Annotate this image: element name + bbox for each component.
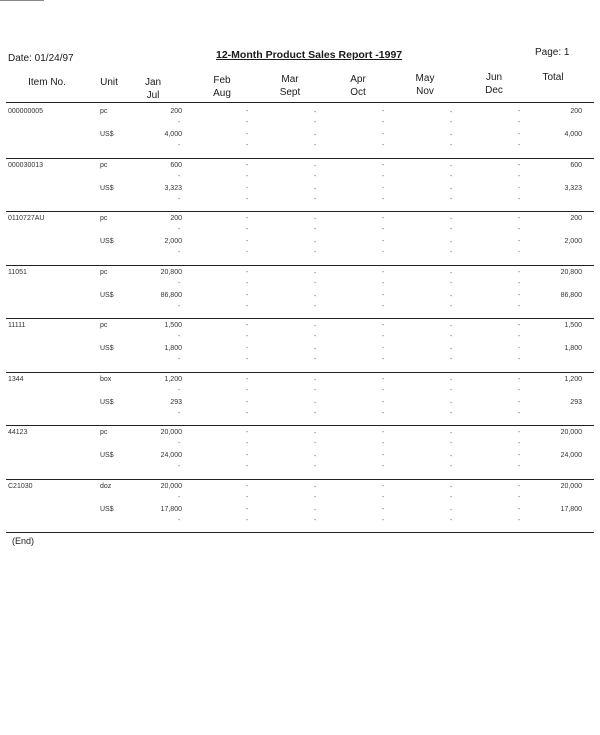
empty-month-dash: - — [178, 356, 181, 363]
empty-month-dash: - — [518, 161, 521, 169]
empty-month-dash: - — [450, 292, 453, 300]
empty-month-dash: - — [246, 131, 249, 138]
header-mar-sept: Mar Sept — [279, 74, 301, 98]
empty-month-dash: - — [314, 493, 317, 501]
empty-month-dash: - — [246, 482, 249, 490]
empty-month-dash: - — [450, 269, 453, 277]
total-value: 20,000 — [560, 429, 582, 436]
table-subrow — [0, 463, 600, 475]
item-number: 1344 — [8, 375, 24, 383]
empty-month-dash: - — [314, 333, 317, 340]
table-subrow — [0, 280, 600, 292]
empty-month-dash: - — [518, 172, 521, 180]
total-value: 293 — [570, 398, 582, 406]
empty-month-dash: - — [382, 429, 385, 436]
end-marker: (End) — [12, 536, 35, 546]
unit-cell: pc — [100, 429, 108, 436]
total-value: 24,000 — [560, 452, 582, 459]
table-subrow — [0, 119, 600, 131]
empty-month-dash: - — [178, 172, 181, 180]
empty-month-dash: - — [518, 184, 521, 192]
empty-month-dash: - — [518, 249, 521, 256]
total-value: 200 — [570, 108, 582, 115]
empty-month-dash: - — [178, 493, 181, 501]
empty-month-dash: - — [382, 268, 385, 276]
header-feb-aug: Feb Aug — [213, 75, 231, 99]
jan-value: 600 — [170, 161, 182, 169]
empty-month-dash: - — [314, 185, 317, 193]
empty-month-dash: - — [518, 291, 521, 299]
empty-month-dash: - — [450, 119, 453, 126]
item-number: 000030013 — [8, 161, 44, 169]
empty-month-dash: - — [518, 215, 521, 222]
header-jan-jul: Jan Jul — [144, 77, 162, 101]
empty-month-dash: - — [518, 108, 521, 115]
empty-month-dash: - — [382, 291, 385, 299]
empty-month-dash: - — [518, 516, 521, 524]
empty-month-dash: - — [518, 195, 521, 203]
empty-month-dash: - — [178, 195, 181, 203]
page-number: Page: 1 — [535, 47, 570, 58]
item-separator — [6, 318, 594, 319]
empty-month-dash: - — [518, 345, 521, 352]
empty-month-dash: - — [518, 131, 521, 138]
unit-cell: US$ — [100, 131, 114, 138]
empty-month-dash: - — [246, 279, 249, 287]
empty-month-dash: - — [450, 132, 453, 139]
empty-month-dash: - — [382, 238, 385, 245]
table-subrow — [0, 249, 600, 261]
empty-month-dash: - — [382, 516, 385, 524]
empty-month-dash: - — [314, 323, 317, 330]
unit-cell: US$ — [100, 398, 114, 406]
table-subrow — [0, 226, 600, 238]
empty-month-dash: - — [246, 161, 249, 169]
empty-month-dash: - — [246, 345, 249, 352]
header-unit: Unit — [100, 77, 118, 88]
empty-month-dash: - — [314, 346, 317, 353]
jan-value: 86,800 — [160, 291, 182, 299]
empty-month-dash: - — [246, 302, 249, 310]
empty-month-dash: - — [382, 131, 385, 138]
empty-month-dash: - — [382, 493, 385, 501]
empty-month-dash: - — [518, 302, 521, 310]
empty-month-dash: - — [246, 184, 249, 192]
empty-month-dash: - — [314, 132, 317, 139]
empty-month-dash: - — [246, 249, 249, 256]
empty-month-dash: - — [450, 239, 453, 246]
empty-month-dash: - — [450, 516, 453, 524]
empty-month-dash: - — [382, 463, 385, 470]
empty-month-dash: - — [246, 108, 249, 115]
unit-cell: doz — [100, 482, 112, 490]
empty-month-dash: - — [450, 142, 453, 149]
empty-month-dash: - — [246, 375, 249, 383]
unit-cell: pc — [100, 268, 108, 276]
jan-value: 20,000 — [160, 429, 182, 436]
empty-month-dash: - — [314, 172, 317, 180]
jan-value: 200 — [170, 215, 182, 222]
jan-value: 1,500 — [164, 322, 182, 329]
empty-month-dash: - — [246, 409, 249, 417]
empty-month-dash: - — [246, 322, 249, 329]
empty-month-dash: - — [178, 226, 181, 233]
empty-month-dash: - — [382, 184, 385, 192]
unit-cell: US$ — [100, 238, 114, 245]
unit-cell: box — [100, 375, 112, 383]
empty-month-dash: - — [246, 119, 249, 126]
total-value: 600 — [570, 161, 582, 169]
jan-value: 293 — [170, 398, 182, 406]
item-separator — [6, 211, 594, 212]
unit-cell: US$ — [100, 291, 114, 299]
empty-month-dash: - — [518, 440, 521, 447]
empty-month-dash: - — [314, 430, 317, 437]
empty-month-dash: - — [382, 119, 385, 126]
table-subrow — [0, 387, 600, 399]
empty-month-dash: - — [246, 516, 249, 524]
table-subrow — [0, 410, 600, 422]
empty-month-dash: - — [382, 482, 385, 490]
empty-month-dash: - — [314, 399, 317, 407]
empty-month-dash: - — [518, 375, 521, 383]
unit-cell: US$ — [100, 345, 114, 352]
empty-month-dash: - — [314, 195, 317, 203]
empty-month-dash: - — [178, 516, 181, 524]
item-separator — [6, 265, 594, 266]
empty-month-dash: - — [382, 375, 385, 383]
empty-month-dash: - — [314, 440, 317, 447]
report-title: 12-Month Product Sales Report -1997 — [216, 49, 403, 61]
empty-month-dash: - — [518, 452, 521, 459]
empty-month-dash: - — [178, 463, 181, 470]
empty-month-dash: - — [450, 279, 453, 287]
empty-month-dash: - — [314, 226, 317, 233]
empty-month-dash: - — [450, 399, 453, 407]
empty-month-dash: - — [518, 142, 521, 149]
empty-month-dash: - — [314, 483, 317, 491]
table-subrow — [0, 196, 600, 208]
header-rule — [6, 102, 594, 103]
empty-month-dash: - — [450, 162, 453, 170]
empty-month-dash: - — [246, 215, 249, 222]
empty-month-dash: - — [382, 440, 385, 447]
empty-month-dash: - — [246, 398, 249, 406]
empty-month-dash: - — [382, 142, 385, 149]
empty-month-dash: - — [178, 249, 181, 256]
empty-month-dash: - — [518, 505, 521, 513]
jan-value: 2,000 — [164, 238, 182, 245]
empty-month-dash: - — [314, 162, 317, 170]
empty-month-dash: - — [450, 172, 453, 180]
empty-month-dash: - — [314, 142, 317, 149]
table-subrow — [0, 333, 600, 345]
empty-month-dash: - — [382, 398, 385, 406]
table-subrow — [0, 356, 600, 368]
empty-month-dash: - — [382, 279, 385, 287]
empty-month-dash: - — [382, 108, 385, 115]
empty-month-dash: - — [450, 216, 453, 223]
item-separator — [6, 532, 594, 533]
empty-month-dash: - — [178, 386, 181, 394]
empty-month-dash: - — [314, 292, 317, 300]
empty-month-dash: - — [314, 269, 317, 277]
table-subrow — [0, 494, 600, 506]
table-subrow — [0, 440, 600, 452]
empty-month-dash: - — [450, 376, 453, 384]
empty-month-dash: - — [518, 279, 521, 287]
table-subrow — [0, 142, 600, 154]
empty-month-dash: - — [246, 291, 249, 299]
empty-month-dash: - — [518, 463, 521, 470]
empty-month-dash: - — [314, 302, 317, 310]
jan-value: 1,200 — [164, 375, 182, 383]
item-number: C21030 — [8, 482, 33, 490]
empty-month-dash: - — [450, 323, 453, 330]
empty-month-dash: - — [518, 333, 521, 340]
empty-month-dash: - — [382, 215, 385, 222]
total-value: 20,000 — [560, 482, 582, 490]
empty-month-dash: - — [314, 506, 317, 514]
jan-value: 20,000 — [160, 482, 182, 490]
unit-cell: pc — [100, 215, 108, 222]
item-separator — [6, 425, 594, 426]
header-may-nov: May Nov — [415, 73, 435, 97]
table-subrow — [0, 517, 600, 529]
empty-month-dash: - — [518, 398, 521, 406]
item-separator — [6, 479, 594, 480]
empty-month-dash: - — [450, 506, 453, 514]
unit-cell: US$ — [100, 505, 114, 513]
empty-month-dash: - — [450, 333, 453, 340]
empty-month-dash: - — [246, 238, 249, 245]
jan-value: 20,800 — [160, 268, 182, 276]
empty-month-dash: - — [314, 249, 317, 256]
empty-month-dash: - — [518, 356, 521, 363]
empty-month-dash: - — [518, 226, 521, 233]
jan-value: 17,800 — [160, 505, 182, 513]
table-subrow — [0, 303, 600, 315]
unit-cell: pc — [100, 108, 108, 115]
empty-month-dash: - — [450, 249, 453, 256]
empty-month-dash: - — [450, 409, 453, 417]
empty-month-dash: - — [314, 119, 317, 126]
total-value: 17,800 — [560, 505, 582, 513]
empty-month-dash: - — [518, 238, 521, 245]
empty-month-dash: - — [518, 386, 521, 394]
empty-month-dash: - — [450, 386, 453, 394]
empty-month-dash: - — [314, 516, 317, 524]
empty-month-dash: - — [314, 386, 317, 394]
total-value: 200 — [570, 215, 582, 222]
header-apr-oct: Apr Oct — [350, 74, 366, 98]
empty-month-dash: - — [178, 409, 181, 417]
unit-cell: pc — [100, 161, 108, 169]
unit-cell: US$ — [100, 452, 114, 459]
empty-month-dash: - — [314, 463, 317, 470]
empty-month-dash: - — [450, 302, 453, 310]
empty-month-dash: - — [178, 119, 181, 126]
empty-month-dash: - — [246, 172, 249, 180]
empty-month-dash: - — [246, 440, 249, 447]
empty-month-dash: - — [246, 356, 249, 363]
jan-value: 3,323 — [164, 184, 182, 192]
empty-month-dash: - — [246, 142, 249, 149]
header-item-no: Item No. — [28, 77, 66, 88]
empty-month-dash: - — [450, 195, 453, 203]
empty-month-dash: - — [518, 119, 521, 126]
empty-month-dash: - — [314, 376, 317, 384]
empty-month-dash: - — [314, 216, 317, 223]
empty-month-dash: - — [246, 452, 249, 459]
header-jun-dec: Jun Dec — [485, 72, 503, 96]
total-value: 86,800 — [560, 291, 582, 299]
unit-cell: US$ — [100, 184, 114, 192]
total-value: 4,000 — [564, 131, 582, 138]
empty-month-dash: - — [314, 109, 317, 116]
empty-month-dash: - — [382, 386, 385, 394]
total-value: 3,323 — [564, 184, 582, 192]
jan-value: 24,000 — [160, 452, 182, 459]
empty-month-dash: - — [450, 430, 453, 437]
empty-month-dash: - — [518, 268, 521, 276]
empty-month-dash: - — [314, 409, 317, 417]
empty-month-dash: - — [382, 356, 385, 363]
jan-value: 200 — [170, 108, 182, 115]
header-total: Total — [542, 72, 564, 83]
empty-month-dash: - — [382, 409, 385, 417]
empty-month-dash: - — [246, 195, 249, 203]
empty-month-dash: - — [450, 463, 453, 470]
item-number: 44123 — [8, 429, 28, 436]
empty-month-dash: - — [518, 429, 521, 436]
empty-month-dash: - — [246, 226, 249, 233]
total-value: 20,800 — [560, 268, 582, 276]
total-value: 2,000 — [564, 238, 582, 245]
column-headers — [0, 66, 600, 102]
empty-month-dash: - — [246, 268, 249, 276]
empty-month-dash: - — [382, 161, 385, 169]
empty-month-dash: - — [450, 453, 453, 460]
empty-month-dash: - — [314, 279, 317, 287]
empty-month-dash: - — [450, 493, 453, 501]
empty-month-dash: - — [382, 322, 385, 329]
table-subrow — [0, 173, 600, 185]
empty-month-dash: - — [314, 239, 317, 246]
empty-month-dash: - — [450, 483, 453, 491]
empty-month-dash: - — [246, 333, 249, 340]
item-number: 11111 — [8, 322, 26, 329]
empty-month-dash: - — [450, 346, 453, 353]
empty-month-dash: - — [314, 356, 317, 363]
empty-month-dash: - — [246, 463, 249, 470]
item-separator — [6, 372, 594, 373]
total-value: 1,200 — [564, 375, 582, 383]
empty-month-dash: - — [518, 493, 521, 501]
empty-month-dash: - — [450, 109, 453, 116]
empty-month-dash: - — [178, 440, 181, 447]
empty-month-dash: - — [382, 249, 385, 256]
empty-month-dash: - — [246, 505, 249, 513]
empty-month-dash: - — [450, 185, 453, 193]
item-separator — [6, 158, 594, 159]
item-number: 000000005 — [8, 108, 44, 115]
empty-month-dash: - — [450, 440, 453, 447]
total-value: 1,800 — [564, 345, 582, 352]
empty-month-dash: - — [246, 493, 249, 501]
empty-month-dash: - — [382, 333, 385, 340]
empty-month-dash: - — [314, 453, 317, 460]
empty-month-dash: - — [450, 226, 453, 233]
unit-cell: pc — [100, 322, 108, 329]
empty-month-dash: - — [178, 279, 181, 287]
empty-month-dash: - — [382, 505, 385, 513]
empty-month-dash: - — [382, 172, 385, 180]
empty-month-dash: - — [518, 322, 521, 329]
empty-month-dash: - — [246, 429, 249, 436]
jan-value: 4,000 — [164, 131, 182, 138]
empty-month-dash: - — [246, 386, 249, 394]
empty-month-dash: - — [382, 345, 385, 352]
empty-month-dash: - — [178, 333, 181, 340]
jan-value: 1,800 — [164, 345, 182, 352]
item-number: 11051 — [8, 268, 27, 276]
empty-month-dash: - — [382, 226, 385, 233]
empty-month-dash: - — [382, 195, 385, 203]
empty-month-dash: - — [382, 302, 385, 310]
empty-month-dash: - — [518, 409, 521, 417]
empty-month-dash: - — [178, 302, 181, 310]
empty-month-dash: - — [518, 482, 521, 490]
empty-month-dash: - — [450, 356, 453, 363]
report-header — [0, 0, 600, 70]
total-value: 1,500 — [564, 322, 582, 329]
item-number: 0110727AU — [8, 215, 45, 222]
empty-month-dash: - — [382, 452, 385, 459]
report-date: Date: 01/24/97 — [8, 53, 74, 64]
empty-month-dash: - — [178, 142, 181, 149]
